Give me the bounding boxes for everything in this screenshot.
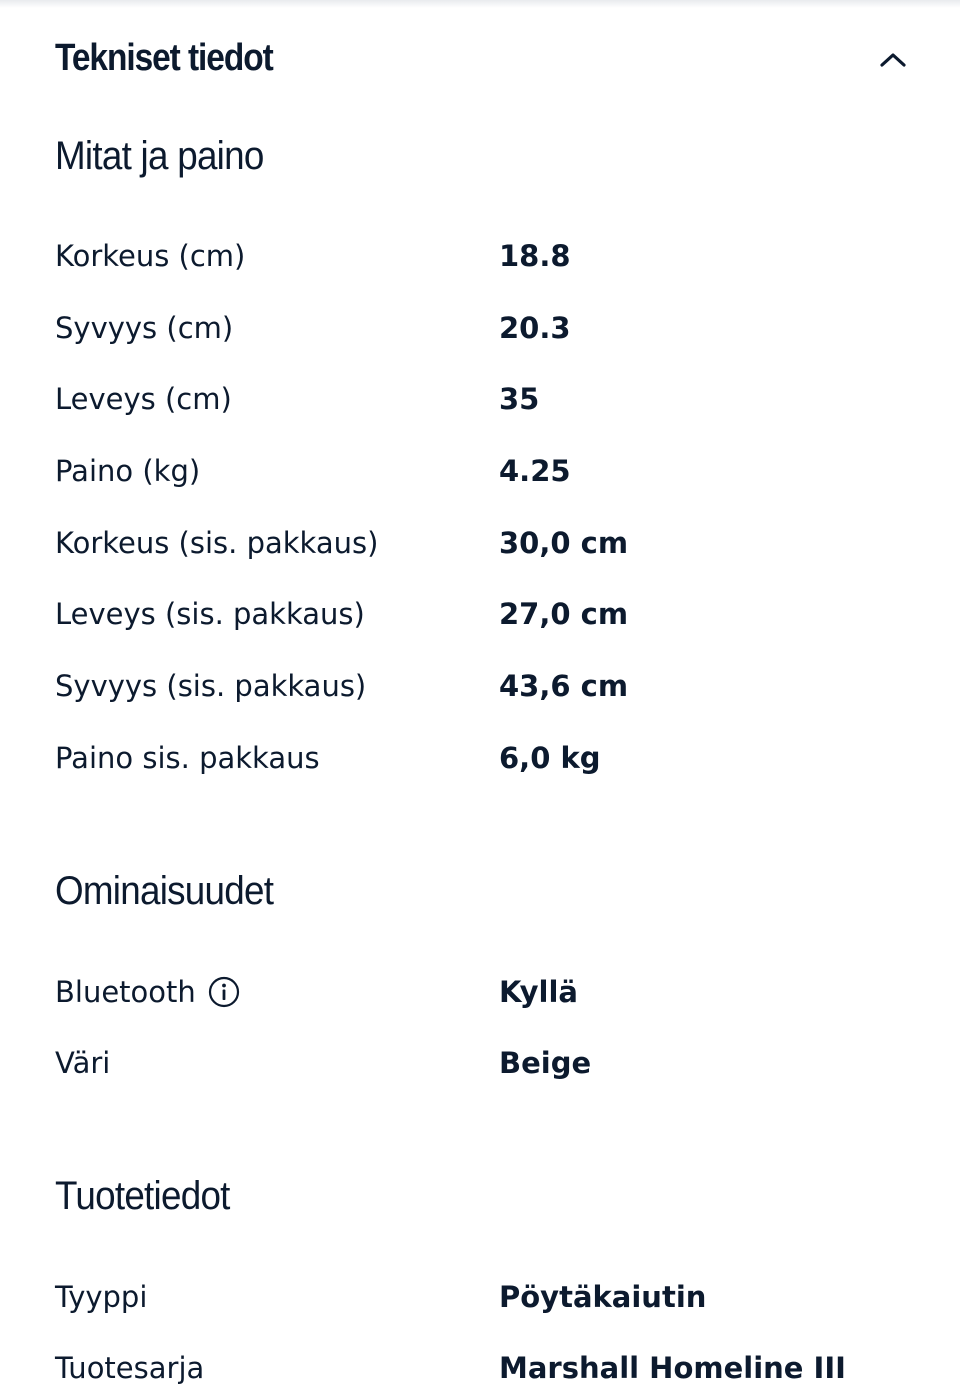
spec-label: Leveys (sis. pakkaus) (55, 597, 365, 631)
top-divider-shadow (0, 0, 960, 8)
spec-value: 20.3 (499, 311, 571, 345)
spec-label: Syvyys (cm) (55, 311, 234, 345)
spec-row (55, 592, 915, 636)
spec-row (55, 736, 915, 780)
spec-row (55, 1275, 915, 1319)
accordion-title: Tekniset tiedot (55, 37, 273, 79)
specs-accordion-header[interactable] (55, 32, 915, 88)
spec-label: Tuotesarja (55, 1351, 205, 1385)
info-icon[interactable] (208, 976, 240, 1008)
spec-value: Marshall Homeline III (499, 1351, 846, 1385)
spec-row (55, 1346, 915, 1390)
spec-value: 27,0 cm (499, 597, 629, 631)
spec-row (55, 521, 915, 565)
spec-label: Korkeus (sis. pakkaus) (55, 526, 379, 560)
spec-label: Paino (kg) (55, 454, 201, 488)
spec-label: Väri (55, 1046, 111, 1080)
spec-label: Leveys (cm) (55, 382, 232, 416)
spec-label-wrap (55, 970, 240, 1014)
spec-row (55, 1041, 915, 1085)
section-title-features: Ominaisuudet (55, 869, 274, 913)
spec-label: Korkeus (cm) (55, 239, 246, 273)
spec-row-bluetooth (55, 970, 915, 1014)
spec-label: Bluetooth (55, 975, 196, 1009)
spec-value: Pöytäkaiutin (499, 1280, 707, 1314)
spec-label: Syvyys (sis. pakkaus) (55, 669, 367, 703)
spec-row (55, 449, 915, 493)
spec-row (55, 306, 915, 350)
spec-value: 18.8 (499, 239, 571, 273)
spec-value: 4.25 (499, 454, 571, 488)
section-title-product: Tuotetiedot (55, 1174, 230, 1218)
spec-row (55, 377, 915, 421)
spec-value: 6,0 kg (499, 741, 601, 775)
spec-row (55, 664, 915, 708)
spec-value: Beige (499, 1046, 592, 1080)
spec-label: Paino sis. pakkaus (55, 741, 320, 775)
spec-label: Tyyppi (55, 1280, 148, 1314)
spec-value: Kyllä (499, 975, 578, 1009)
spec-value: 43,6 cm (499, 669, 629, 703)
section-title-dimensions: Mitat ja paino (55, 134, 264, 178)
spec-row (55, 234, 915, 278)
spec-value: 30,0 cm (499, 526, 629, 560)
spec-value: 35 (499, 382, 540, 416)
chevron-up-icon (871, 38, 915, 82)
collapse-button[interactable] (871, 38, 915, 82)
